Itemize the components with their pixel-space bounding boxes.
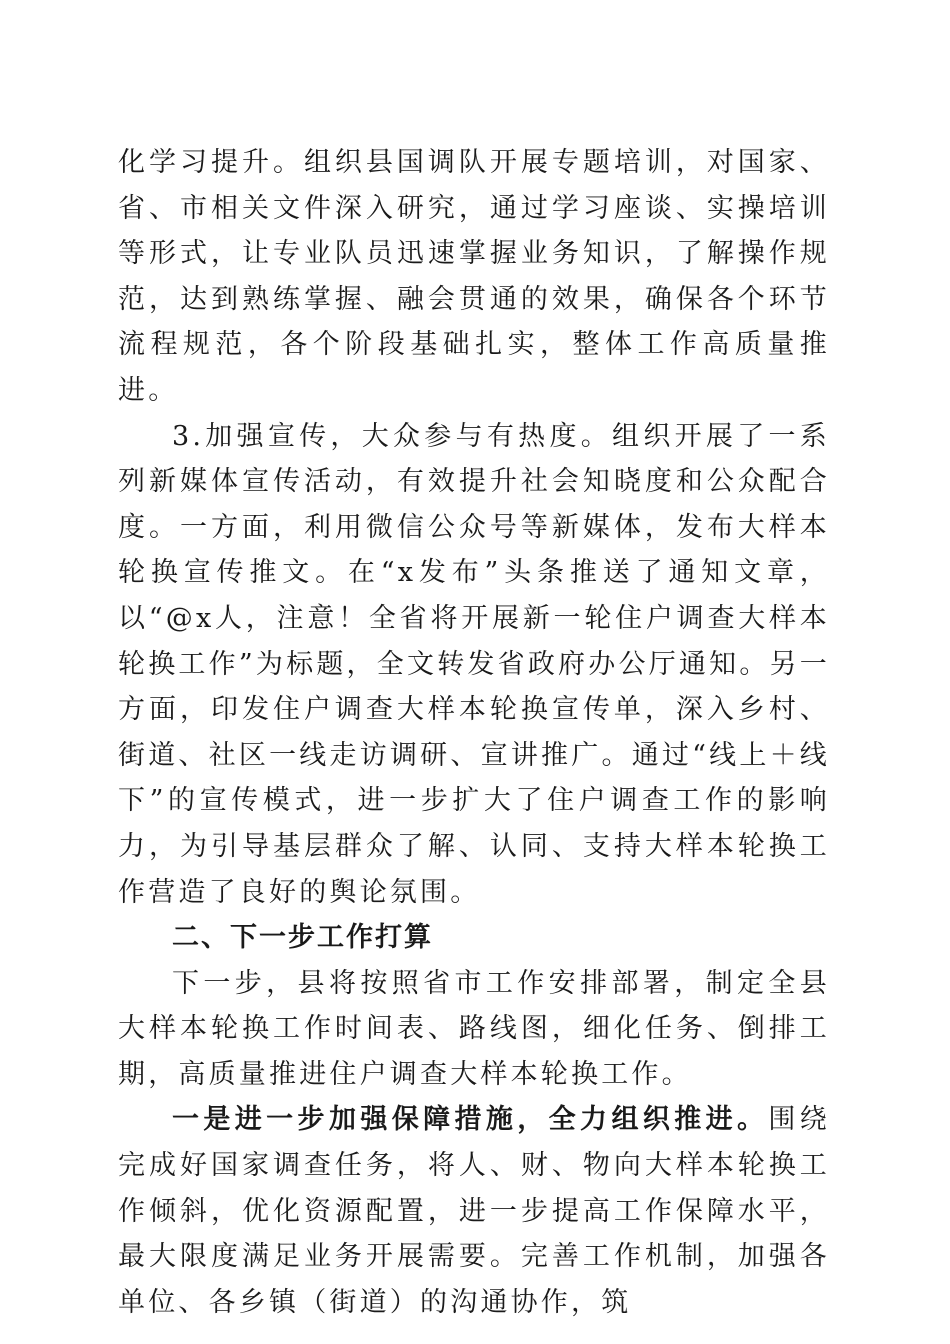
document-page: [118, 140, 830, 1325]
section-heading-next-steps: 二、下一步工作打算: [172, 922, 433, 954]
paragraph-publicity: 3.加强宣传，大众参与有热度。组织开展了一系列新媒体宣传活动，有效提升社会知晓度和公众配合度。一方面，利用微信公众号等新媒体，发布大样本轮换宣传推文。在“x发布”头条推送了通知文章，以“@x人，注意！全省将开展新一轮住户调查大样本轮换工作”为标题，全文转发省政府办公厅通知。另一方面，印发住户调查大样本轮换宣传单，深入乡村、街道、社区一线走访调研、宣讲推广。通过“线上＋线下”的宣传模式，进一步扩大了住户调查工作的影响力，为引导基层群众了解、认同、支持大样本轮换工作营造了良好的舆论氛围。: [118, 420, 830, 908]
paragraph-point-one: [118, 1097, 830, 1325]
paragraph-training: 化学习提升。组织县国调队开展专题培训，对国家、省、市相关文件深入研究，通过学习座谈、实操培训等形式，让专业队员迅速掌握业务知识，了解操作规范，达到熟练掌握、融会贯通的效果，确保各个环节流程规范，各个阶段基础扎实，整体工作高质量推进。: [118, 147, 830, 406]
paragraph-next-steps-intro: 下一步，县将按照省市工作安排部署，制定全县大样本轮换工作时间表、路线图，细化任务、倒排工期，高质量推进住户调查大样本轮换工作。: [118, 967, 830, 1090]
point-one-lead: 一是进一步加强保障措施，全力组织推进。: [172, 1104, 769, 1136]
point-one-body: 围绕完成好国家调查任务，将人、财、物向大样本轮换工作倾斜，优化资源配置，进一步提高工作保障水平，最大限度满足业务开展需要。完善工作机制，加强各单位、各乡镇（街道）的沟通协作，筑: [118, 1104, 830, 1318]
